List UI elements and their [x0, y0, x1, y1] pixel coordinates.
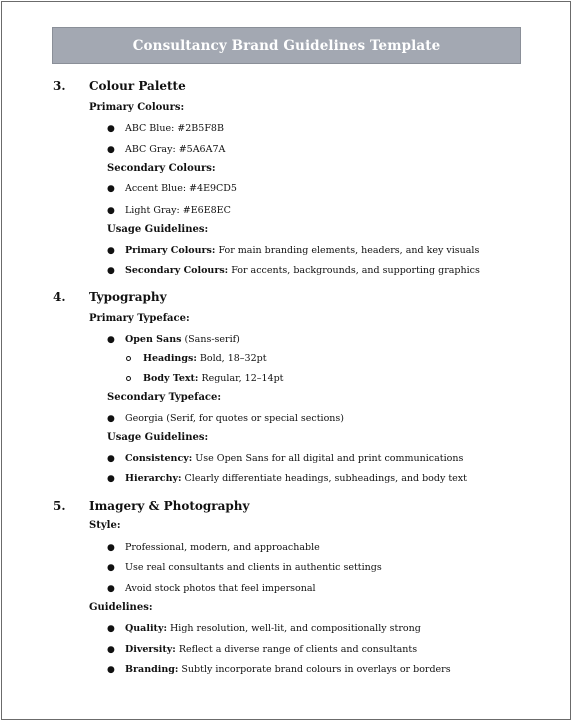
- list-item: ABC Gray: #5A6A7A: [125, 144, 226, 155]
- bullet-icon: ●: [107, 543, 115, 553]
- subheading: Style:: [89, 520, 121, 531]
- title-banner: [52, 27, 521, 64]
- bullet-icon: ●: [107, 563, 115, 573]
- bullet-icon: ●: [107, 335, 115, 345]
- list-item: Accent Blue: #4E9CD5: [125, 183, 237, 194]
- bullet-icon: ●: [107, 665, 115, 675]
- list-item: Light Gray: #E6E8EC: [125, 205, 231, 216]
- bullet-icon: ●: [107, 584, 115, 594]
- bullet-icon: ●: [107, 454, 115, 464]
- list-item: Branding: Subtly incorporate brand colours in overlays or borders: [125, 664, 451, 675]
- bullet-icon: ●: [107, 474, 115, 484]
- list-item: Open Sans (Sans-serif): [125, 334, 240, 345]
- sub-list-item: Headings: Bold, 18–32pt: [143, 353, 267, 364]
- subheading: Primary Typeface:: [89, 313, 190, 324]
- list-item: ABC Blue: #2B5F8B: [125, 123, 224, 134]
- section-number: 5.: [53, 499, 66, 513]
- bullet-icon: ●: [107, 624, 115, 634]
- subheading: Guidelines:: [89, 602, 153, 613]
- bullet-icon: ●: [107, 145, 115, 155]
- list-item: Professional, modern, and approachable: [125, 542, 320, 553]
- list-item: Georgia (Serif, for quotes or special sections): [125, 413, 344, 424]
- bullet-icon: ●: [107, 206, 115, 216]
- section-number: 4.: [53, 290, 66, 304]
- bullet-icon: ●: [107, 124, 115, 134]
- subheading: Secondary Colours:: [107, 163, 216, 174]
- list-item: Primary Colours: For main branding elements, headers, and key visuals: [125, 245, 480, 256]
- bullet-icon: ●: [107, 184, 115, 194]
- section-number: 3.: [53, 79, 66, 93]
- document-title: Consultancy Brand Guidelines Template: [132, 37, 441, 54]
- list-item: Use real consultants and clients in authentic settings: [125, 562, 382, 573]
- list-item: Quality: High resolution, well-lit, and compositionally strong: [125, 623, 421, 634]
- sub-list-item: Body Text: Regular, 12–14pt: [143, 373, 284, 384]
- bullet-icon: ●: [107, 266, 115, 276]
- subheading: Primary Colours:: [89, 102, 185, 113]
- subheading: Usage Guidelines:: [107, 224, 209, 235]
- document-page: [1, 1, 571, 720]
- list-item: Diversity: Reflect a diverse range of clients and consultants: [125, 644, 418, 655]
- list-item: Consistency: Use Open Sans for all digital and print communications: [125, 453, 464, 464]
- section-title: Colour Palette: [89, 79, 186, 93]
- list-item: Hierarchy: Clearly differentiate headings, subheadings, and body text: [125, 473, 467, 484]
- subheading: Usage Guidelines:: [107, 432, 209, 443]
- section-title: Imagery & Photography: [89, 499, 250, 513]
- subheading: Secondary Typeface:: [107, 392, 222, 403]
- section-title: Typography: [89, 290, 167, 304]
- bullet-icon: ●: [107, 645, 115, 655]
- list-item: Secondary Colours: For accents, backgrounds, and supporting graphics: [125, 265, 480, 276]
- bullet-icon: ●: [107, 414, 115, 424]
- hollow-bullet-icon: [126, 356, 131, 361]
- list-item: Avoid stock photos that feel impersonal: [125, 583, 316, 594]
- bullet-icon: ●: [107, 246, 115, 256]
- hollow-bullet-icon: [126, 376, 131, 381]
